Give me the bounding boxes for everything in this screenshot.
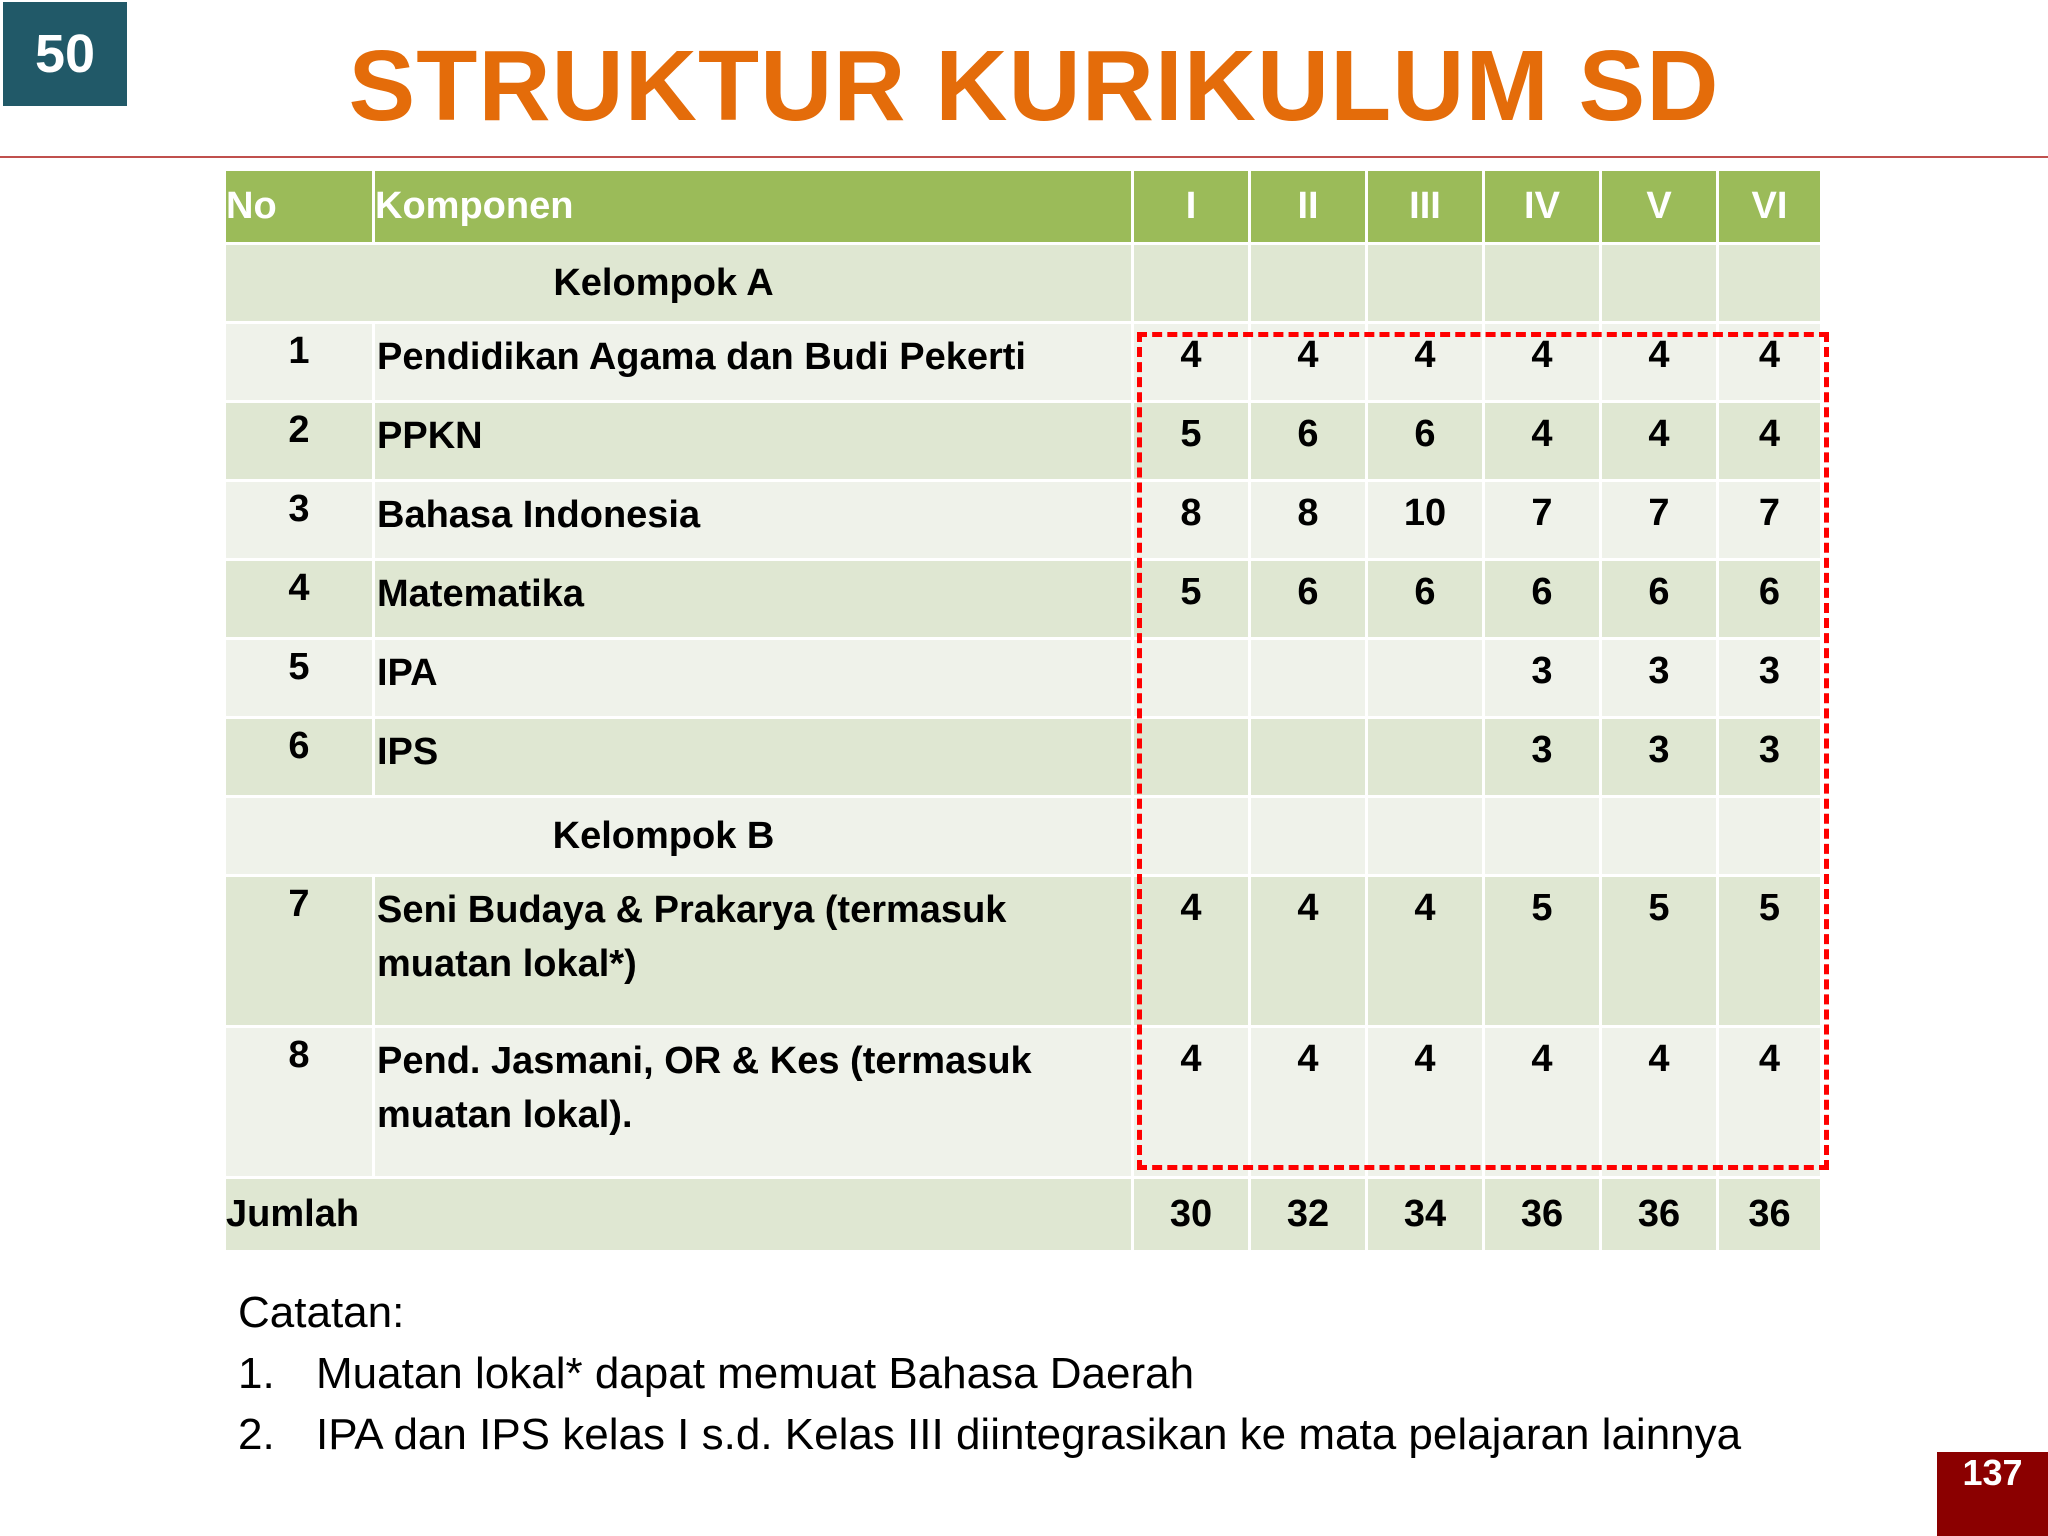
row-value: 6 — [1251, 561, 1368, 640]
total-row — [226, 1179, 1820, 1253]
row-value: 7 — [1485, 482, 1602, 561]
slide-number-badge: 50 — [3, 2, 127, 106]
note-text: Muatan lokal* dapat memuat Bahasa Daerah — [316, 1349, 1195, 1398]
empty-cell — [1368, 245, 1485, 324]
total-value: 36 — [1485, 1179, 1602, 1253]
row-value: 6 — [1602, 561, 1719, 640]
row-value: 5 — [1134, 403, 1251, 482]
header-grade-4: IV — [1485, 171, 1602, 245]
table-row — [226, 877, 1820, 1028]
table-header-row — [226, 171, 1820, 245]
page-title: STRUKTUR KURIKULUM SD — [348, 30, 1720, 142]
row-value: 5 — [1602, 877, 1719, 1028]
row-value: 4 — [1251, 324, 1368, 403]
title-divider — [0, 156, 2048, 158]
note-number: 2. — [238, 1410, 275, 1459]
row-value: 5 — [1134, 561, 1251, 640]
row-value: 5 — [1719, 877, 1820, 1028]
row-value — [1134, 719, 1251, 798]
row-value: 5 — [1485, 877, 1602, 1028]
header-grade-2: II — [1251, 171, 1368, 245]
row-value: 6 — [1251, 403, 1368, 482]
row-value: 6 — [1368, 403, 1485, 482]
row-komponen: Matematika — [375, 561, 1134, 640]
header-no: No — [226, 171, 375, 245]
row-no: 3 — [226, 482, 375, 561]
row-value: 7 — [1602, 482, 1719, 561]
row-komponen: IPA — [375, 640, 1134, 719]
empty-cell — [1485, 245, 1602, 324]
row-value: 4 — [1368, 1028, 1485, 1179]
row-value: 3 — [1485, 640, 1602, 719]
row-value: 4 — [1485, 1028, 1602, 1179]
table-row — [226, 561, 1820, 640]
notes — [238, 1282, 1741, 1465]
row-value: 3 — [1719, 640, 1820, 719]
row-value: 4 — [1134, 877, 1251, 1028]
row-no: 5 — [226, 640, 375, 719]
row-value: 6 — [1719, 561, 1820, 640]
total-value: 34 — [1368, 1179, 1485, 1253]
row-komponen: Bahasa Indonesia — [375, 482, 1134, 561]
group-label-a: Kelompok A — [226, 245, 1134, 324]
group-row-a — [226, 245, 1820, 324]
header-grade-5: V — [1602, 171, 1719, 245]
row-value: 4 — [1719, 1028, 1820, 1179]
header-grade-6: VI — [1719, 171, 1820, 245]
row-value: 3 — [1602, 640, 1719, 719]
total-label: Jumlah — [226, 1179, 1134, 1253]
row-komponen: PPKN — [375, 403, 1134, 482]
notes-heading: Catatan: — [238, 1288, 405, 1337]
header-grade-1: I — [1134, 171, 1251, 245]
row-value: 10 — [1368, 482, 1485, 561]
row-value — [1251, 719, 1368, 798]
row-no: 8 — [226, 1028, 375, 1179]
row-value — [1134, 640, 1251, 719]
row-value: 6 — [1368, 561, 1485, 640]
row-value: 4 — [1368, 324, 1485, 403]
header-grade-3: III — [1368, 171, 1485, 245]
group-row-b — [226, 798, 1820, 877]
row-komponen: Pend. Jasmani, OR & Kes (termasuk muatan lokal). — [375, 1028, 1134, 1179]
row-value: 4 — [1602, 324, 1719, 403]
empty-cell — [1719, 245, 1820, 324]
row-komponen: Pendidikan Agama dan Budi Pekerti — [375, 324, 1134, 403]
row-value: 7 — [1719, 482, 1820, 561]
curriculum-table — [226, 171, 1820, 1253]
table-row — [226, 324, 1820, 403]
row-value: 8 — [1134, 482, 1251, 561]
table-row — [226, 640, 1820, 719]
row-value: 4 — [1134, 324, 1251, 403]
note-text: IPA dan IPS kelas I s.d. Kelas III diintegrasikan ke mata pelajaran lainnya — [316, 1410, 1742, 1459]
row-value: 4 — [1251, 1028, 1368, 1179]
row-value: 4 — [1368, 877, 1485, 1028]
empty-cell — [1251, 798, 1368, 877]
empty-cell — [1602, 798, 1719, 877]
empty-cell — [1719, 798, 1820, 877]
empty-cell — [1251, 245, 1368, 324]
table-row — [226, 403, 1820, 482]
empty-cell — [1134, 798, 1251, 877]
row-value: 4 — [1602, 1028, 1719, 1179]
empty-cell — [1368, 798, 1485, 877]
row-no: 6 — [226, 719, 375, 798]
page-number-badge: 137 — [1937, 1452, 2048, 1536]
row-value: 8 — [1251, 482, 1368, 561]
empty-cell — [1602, 245, 1719, 324]
total-value: 36 — [1719, 1179, 1820, 1253]
row-value — [1251, 640, 1368, 719]
note-item — [238, 1404, 1741, 1465]
row-value: 4 — [1251, 877, 1368, 1028]
total-value: 30 — [1134, 1179, 1251, 1253]
row-value: 4 — [1719, 324, 1820, 403]
total-value: 36 — [1602, 1179, 1719, 1253]
empty-cell — [1134, 245, 1251, 324]
row-value: 3 — [1719, 719, 1820, 798]
row-value — [1368, 640, 1485, 719]
row-value: 4 — [1485, 324, 1602, 403]
empty-cell — [1485, 798, 1602, 877]
table-row — [226, 482, 1820, 561]
row-value: 4 — [1719, 403, 1820, 482]
group-label-b: Kelompok B — [226, 798, 1134, 877]
note-number: 1. — [238, 1349, 275, 1398]
row-value: 4 — [1602, 403, 1719, 482]
row-value: 4 — [1485, 403, 1602, 482]
row-value: 3 — [1485, 719, 1602, 798]
note-item — [238, 1343, 1741, 1404]
table-row — [226, 719, 1820, 798]
row-value — [1368, 719, 1485, 798]
table-row — [226, 1028, 1820, 1179]
header-komponen: Komponen — [375, 171, 1134, 245]
row-no: 7 — [226, 877, 375, 1028]
total-value: 32 — [1251, 1179, 1368, 1253]
row-no: 2 — [226, 403, 375, 482]
row-komponen: IPS — [375, 719, 1134, 798]
row-no: 1 — [226, 324, 375, 403]
row-value: 6 — [1485, 561, 1602, 640]
row-no: 4 — [226, 561, 375, 640]
row-value: 4 — [1134, 1028, 1251, 1179]
row-komponen: Seni Budaya & Prakarya (termasuk muatan lokal*) — [375, 877, 1134, 1028]
row-value: 3 — [1602, 719, 1719, 798]
